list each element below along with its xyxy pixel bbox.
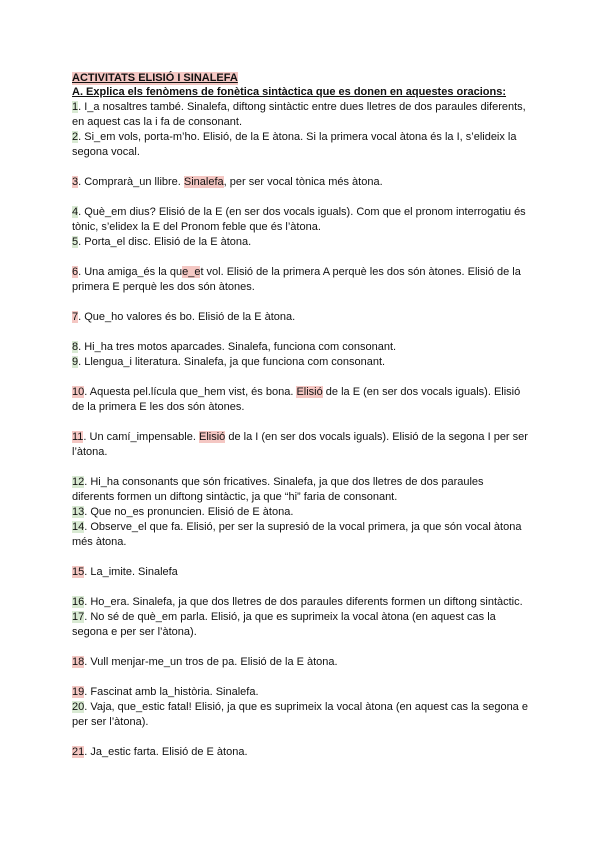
paragraph-gap (72, 160, 528, 175)
document-subtitle: A. Explica els fenòmens de fonètica sintàctica que es donen en aquestes oracions: (72, 86, 507, 98)
exercise-item-1 (72, 100, 528, 130)
exercise-item-21 (72, 745, 528, 760)
exercise-item-8 (72, 340, 528, 355)
exercise-number: 13 (72, 506, 85, 518)
paragraph-gap (72, 670, 528, 685)
exercise-number: 9 (72, 356, 79, 368)
exercise-text: . Hi_ha tres motos aparcades. Sinalefa, funciona com consonant. (78, 341, 397, 353)
exercise-item-7 (72, 310, 528, 325)
exercise-number: 14 (72, 521, 85, 533)
exercise-text: . Què_em dius? Elisió de la E (en ser dos vocals iguals). Com que el pronom interrogatiu és tònic, s’elidex la E del Pronom feble que és l’àtona. (72, 206, 526, 233)
paragraph-gap (72, 580, 528, 595)
exercise-number: 4 (72, 206, 79, 218)
exercise-number: 21 (72, 746, 85, 758)
exercise-text: . Que_ho valores és bo. Elisió de la E àtona. (78, 311, 296, 323)
exercise-number: 16 (72, 596, 85, 608)
paragraph-gap (72, 460, 528, 475)
exercise-item-18 (72, 655, 528, 670)
exercise-text: de la E (en ser dos vocals iguals). Elisió de la primera E les dos són àtones. (72, 386, 521, 413)
exercise-number: 15 (72, 566, 85, 578)
exercise-text: . Vull menjar-me_un tros de pa. Elisió de la E àtona. (84, 656, 338, 668)
exercise-text: . I_a nosaltres també. Sinalefa, diftong sintàctic entre dues lletres de dos paraules diferents, en aquest cas la i fa de consonant. (72, 101, 526, 128)
paragraph-gap (72, 730, 528, 745)
exercise-text: . Fascinat amb la_història. Sinalefa. (84, 686, 259, 698)
exercise-number: 20 (72, 701, 85, 713)
paragraph-gap (72, 190, 528, 205)
exercise-number: 10 (72, 386, 85, 398)
exercise-number: 5 (72, 236, 79, 248)
exercise-number: 18 (72, 656, 85, 668)
paragraph-gap (72, 250, 528, 265)
exercise-item-4 (72, 205, 528, 235)
exercise-text: . Aquesta pel.lícula que_hem vist, és bona. (84, 386, 297, 398)
highlighted-text: Elisió (296, 386, 323, 398)
exercise-text: . Que no_es pronuncien. Elisió de E àtona. (84, 506, 294, 518)
exercise-text: de la I (en ser dos vocals iguals). Elisió de la segona I per ser l’àtona. (72, 431, 528, 458)
exercise-number: 6 (72, 266, 79, 278)
exercise-item-15 (72, 565, 528, 580)
exercise-number: 19 (72, 686, 85, 698)
paragraph-gap (72, 415, 528, 430)
exercise-text: . La_imite. Sinalefa (84, 566, 178, 578)
paragraph-gap (72, 295, 528, 310)
paragraph-gap (72, 640, 528, 655)
exercise-number: 3 (72, 176, 79, 188)
exercise-number: 17 (72, 611, 85, 623)
exercise-text: . Si_em vols, porta-m’ho. Elisió, de la E àtona. Si la primera vocal àtona és la I, s’elideix la segona vocal. (72, 131, 517, 158)
exercise-list (72, 100, 528, 760)
exercise-item-12 (72, 475, 528, 505)
document-page (72, 72, 528, 760)
exercise-number: 7 (72, 311, 79, 323)
exercise-number: 8 (72, 341, 79, 353)
document-title: ACTIVITATS ELISIÓ I SINALEFA (72, 72, 238, 84)
exercise-item-14 (72, 520, 528, 550)
exercise-number: 1 (72, 101, 79, 113)
exercise-text: . Ja_estic farta. Elisió de E àtona. (84, 746, 248, 758)
exercise-number: 12 (72, 476, 85, 488)
exercise-number: 2 (72, 131, 79, 143)
exercise-text: . Porta_el disc. Elisió de la E àtona. (78, 236, 252, 248)
highlighted-text: e_e (182, 266, 201, 278)
paragraph-gap (72, 370, 528, 385)
exercise-item-10 (72, 385, 528, 415)
exercise-item-17 (72, 610, 528, 640)
exercise-text: t vol. Elisió de la primera A perquè les dos són àtones. Elisió de la primera E perquè les dos són àtones. (72, 266, 521, 293)
exercise-item-6 (72, 265, 528, 295)
exercise-item-11 (72, 430, 528, 460)
exercise-text: . Un camí_impensable. (83, 431, 199, 443)
highlighted-text: Sinalefa (183, 176, 224, 188)
exercise-number: 11 (72, 431, 84, 443)
exercise-text: . Ho_era. Sinalefa, ja que dos lletres de dos paraules diferents formen un diftong sintàctic. (84, 596, 523, 608)
exercise-item-13 (72, 505, 528, 520)
exercise-text: , per ser vocal tònica més àtona. (223, 176, 383, 188)
exercise-item-20 (72, 700, 528, 730)
exercise-text: . Llengua_i literatura. Sinalefa, ja que funciona com consonant. (78, 356, 386, 368)
paragraph-gap (72, 550, 528, 565)
exercise-item-9 (72, 355, 528, 370)
exercise-item-2 (72, 130, 528, 160)
exercise-item-5 (72, 235, 528, 250)
exercise-item-3 (72, 175, 528, 190)
exercise-text: . Observe_el que fa. Elisió, per ser la supresió de la vocal primera, ja que són vocal àtona més àtona. (72, 521, 522, 548)
title-line (72, 72, 528, 85)
exercise-item-16 (72, 595, 528, 610)
exercise-item-19 (72, 685, 528, 700)
highlighted-text: Elisió (198, 431, 226, 443)
exercise-text: . Comprarà_un llibre. (78, 176, 184, 188)
exercise-text: . Hi_ha consonants que són fricatives. Sinalefa, ja que dos lletres de dos paraules diferents formen un diftong sintàctic, ja que “hi” faria de consonant. (72, 476, 484, 503)
exercise-text: . No sé de què_em parla. Elisió, ja que es suprimeix la vocal àtona (en aquest cas la segona e per ser l’àtona). (72, 611, 496, 638)
paragraph-gap (72, 325, 528, 340)
exercise-text: . Una amiga_és la qu (78, 266, 183, 278)
exercise-text: . Vaja, que_estic fatal! Elisió, ja que es suprimeix la vocal àtona (en aquest cas la segona e per ser l’àtona). (72, 701, 528, 728)
